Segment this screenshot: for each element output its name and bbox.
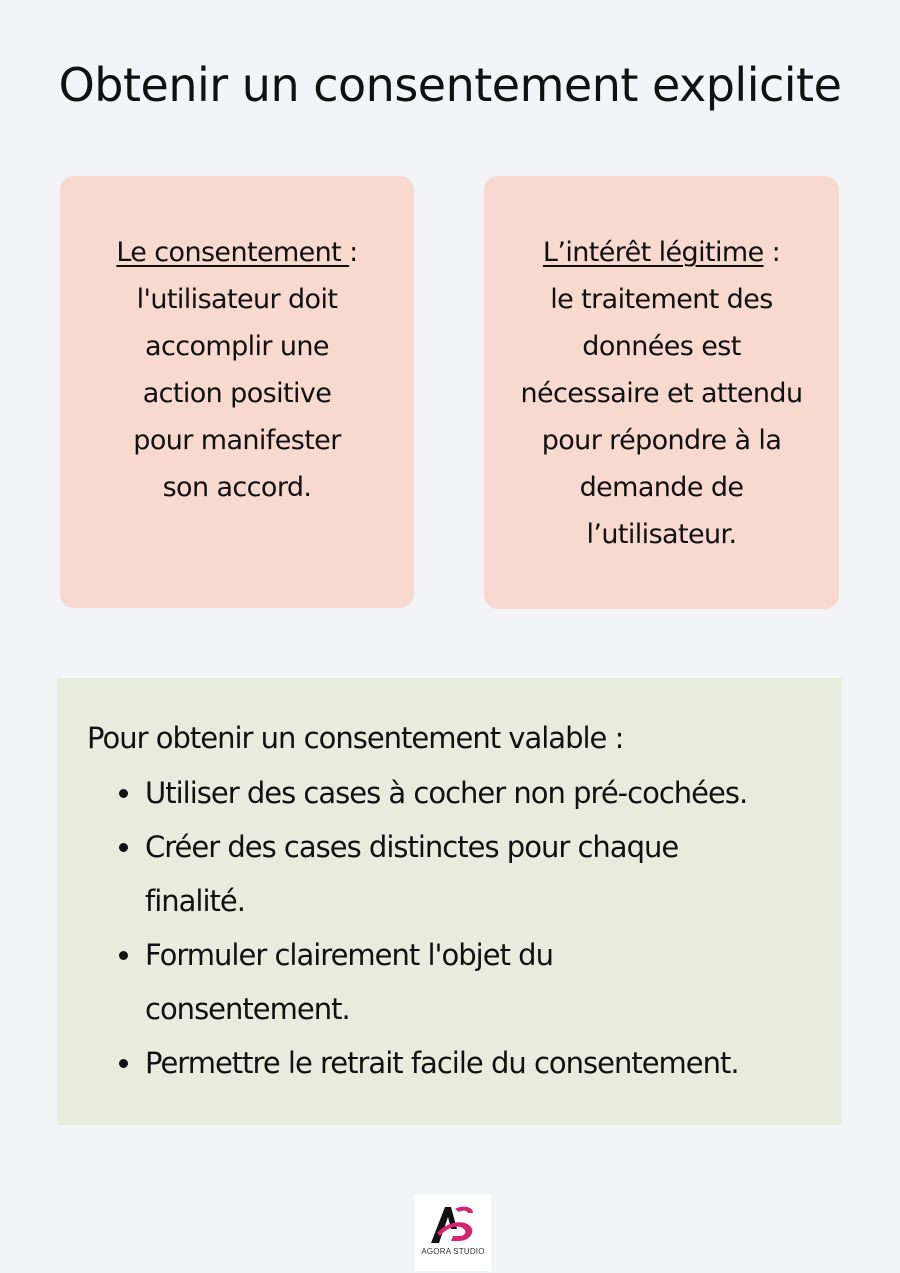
card-text-line: le traitement des: [550, 284, 773, 315]
card-text-line: pour manifester: [133, 425, 341, 456]
bullet-icon: [119, 789, 128, 798]
card-text-line: données est: [582, 331, 741, 362]
list-item: [87, 820, 842, 928]
valid-consent-intro: Pour obtenir un consentement valable :: [87, 721, 624, 755]
agora-studio-logo: [415, 1195, 491, 1271]
list-item-text: Créer des cases distinctes pour chaque finalité.: [145, 830, 679, 918]
card-legitimate-interest: [484, 176, 839, 609]
list-item: [87, 928, 842, 1036]
card-text-line: pour répondre à la: [541, 425, 782, 456]
list-item-text: Formuler clairement l'objet du consentement.: [145, 938, 553, 1026]
card-text-line: son accord.: [162, 472, 312, 503]
as-logo-mark-icon: [427, 1203, 479, 1247]
card-heading-term: Le consentement: [116, 237, 350, 268]
list-item-text: Utiliser des cases à cocher non pré-cochées.: [145, 776, 748, 810]
page-title: Obtenir un consentement explicite: [58, 58, 842, 112]
card-consent: [60, 176, 414, 608]
valid-consent-panel: [57, 678, 842, 1125]
bullet-icon: [119, 951, 128, 960]
valid-consent-list: [87, 766, 842, 1090]
card-heading: [484, 229, 839, 276]
list-item: [87, 766, 842, 820]
card-heading-suffix: :: [763, 237, 781, 268]
card-text-line: l'utilisateur doit: [136, 284, 338, 315]
card-text-line: accomplir une: [145, 331, 329, 362]
list-item: [87, 1036, 842, 1090]
list-item-text: Permettre le retrait facile du consentement.: [145, 1046, 739, 1080]
bullet-icon: [119, 1059, 128, 1068]
card-text-line: demande de: [579, 472, 744, 503]
card-heading-term: L’intérêt légitime: [542, 237, 764, 268]
card-text-line: action positive: [142, 378, 332, 409]
card-heading: [60, 229, 414, 276]
card-heading-suffix: :: [349, 237, 358, 268]
logo-caption: AGORA STUDIO: [421, 1247, 485, 1256]
card-text-line: nécessaire et attendu: [520, 378, 803, 409]
card-text-line: l’utilisateur.: [586, 519, 737, 550]
bullet-icon: [119, 843, 128, 852]
